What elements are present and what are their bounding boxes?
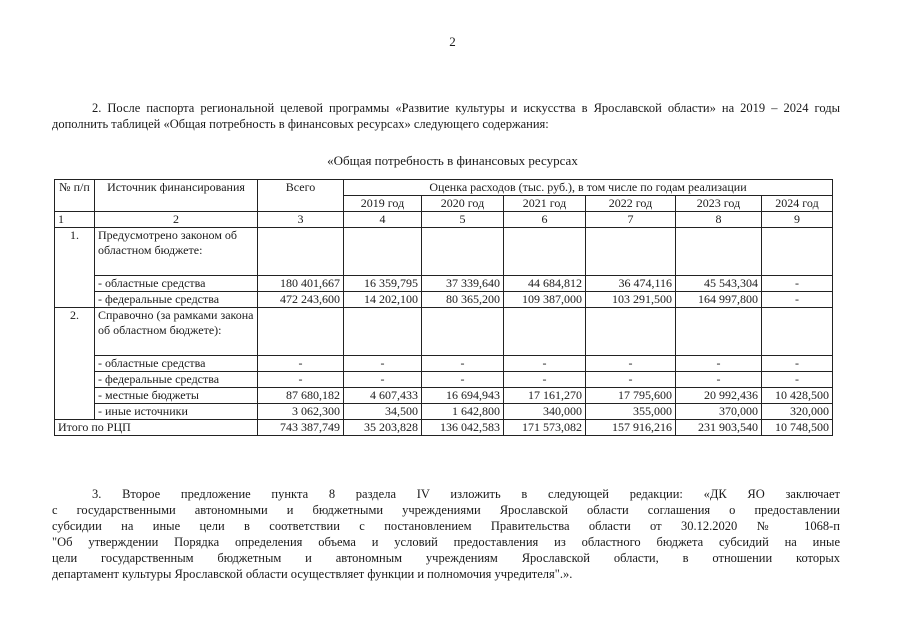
cell-value: - bbox=[676, 372, 762, 388]
header-group: Оценка расходов (тыс. руб.), в том числе по годам реализации bbox=[344, 180, 833, 196]
header-year: 2020 год bbox=[422, 196, 504, 212]
col-number: 4 bbox=[344, 212, 422, 228]
cell-value: 17 161,270 bbox=[504, 388, 586, 404]
table-row bbox=[55, 372, 833, 388]
cell-value: - bbox=[258, 372, 344, 388]
cell-value: 10 428,500 bbox=[762, 388, 833, 404]
cell-value: - bbox=[586, 356, 676, 372]
header-total: Всего bbox=[258, 180, 344, 212]
cell-value: - bbox=[504, 372, 586, 388]
header-source: Источник финансирования bbox=[95, 180, 258, 212]
cell-value: 80 365,200 bbox=[422, 292, 504, 308]
paragraph-line: "Об утверждении Порядка определения объема и условий предоставления из областного бюджета субсидий на иные bbox=[52, 535, 840, 549]
cell-value: 4 607,433 bbox=[344, 388, 422, 404]
page-number: 2 bbox=[449, 34, 456, 49]
section-2-title-row bbox=[55, 308, 833, 356]
paragraph-3 bbox=[52, 486, 840, 582]
table-caption: «Общая потребность в финансовых ресурсах bbox=[327, 153, 578, 168]
cell-value: 320,000 bbox=[762, 404, 833, 420]
header-year: 2024 год bbox=[762, 196, 833, 212]
cell-value: 3 062,300 bbox=[258, 404, 344, 420]
section-2-title: Справочно (за рамками закона об областном бюджете): bbox=[95, 308, 258, 356]
section-1-title: Предусмотрено законом об областном бюджете: bbox=[95, 228, 258, 276]
cell-value: 109 387,000 bbox=[504, 292, 586, 308]
table-row bbox=[55, 356, 833, 372]
cell-value: - bbox=[762, 372, 833, 388]
col-number: 2 bbox=[95, 212, 258, 228]
total-value: 171 573,082 bbox=[504, 420, 586, 436]
cell-value: 20 992,436 bbox=[676, 388, 762, 404]
section-2-number: 2. bbox=[55, 308, 95, 420]
cell-value: - bbox=[676, 356, 762, 372]
total-value: 136 042,583 bbox=[422, 420, 504, 436]
col-number: 7 bbox=[586, 212, 676, 228]
total-value: 231 903,540 bbox=[676, 420, 762, 436]
table-row bbox=[55, 404, 833, 420]
financial-needs-table bbox=[54, 179, 833, 436]
row-label: - федеральные средства bbox=[95, 372, 258, 388]
paragraph-line: с государственными автономными и бюджетными учреждениями Ярославской области соглашения о предоставлении bbox=[52, 503, 840, 517]
paragraph-line: департамент культуры Ярославской области осуществляет функции и полномочия учредителя".». bbox=[52, 567, 573, 581]
row-label: - иные источники bbox=[95, 404, 258, 420]
table-header-row bbox=[55, 180, 833, 196]
header-year: 2022 год bbox=[586, 196, 676, 212]
cell-value: - bbox=[344, 372, 422, 388]
header-num: № п/п bbox=[55, 180, 95, 212]
cell-value: 472 243,600 bbox=[258, 292, 344, 308]
col-number: 5 bbox=[422, 212, 504, 228]
col-number: 6 bbox=[504, 212, 586, 228]
column-numbers-row bbox=[55, 212, 833, 228]
cell-value: - bbox=[258, 356, 344, 372]
cell-value: 44 684,812 bbox=[504, 276, 586, 292]
col-number: 1 bbox=[55, 212, 95, 228]
cell-value: - bbox=[586, 372, 676, 388]
cell-value: 14 202,100 bbox=[344, 292, 422, 308]
cell-value: - bbox=[762, 276, 833, 292]
section-1-number: 1. bbox=[55, 228, 95, 308]
cell-value: 17 795,600 bbox=[586, 388, 676, 404]
cell-value: 370,000 bbox=[676, 404, 762, 420]
col-number: 8 bbox=[676, 212, 762, 228]
cell-value: 340,000 bbox=[504, 404, 586, 420]
table-row bbox=[55, 276, 833, 292]
total-label: Итого по РЦП bbox=[55, 420, 258, 436]
cell-value: 37 339,640 bbox=[422, 276, 504, 292]
row-label: - областные средства bbox=[95, 356, 258, 372]
table-row bbox=[55, 388, 833, 404]
cell-value: 355,000 bbox=[586, 404, 676, 420]
total-value: 10 748,500 bbox=[762, 420, 833, 436]
row-label: - федеральные средства bbox=[95, 292, 258, 308]
cell-value: 164 997,800 bbox=[676, 292, 762, 308]
total-value: 35 203,828 bbox=[344, 420, 422, 436]
cell-value: - bbox=[422, 372, 504, 388]
cell-value: - bbox=[344, 356, 422, 372]
col-number: 3 bbox=[258, 212, 344, 228]
total-value: 743 387,749 bbox=[258, 420, 344, 436]
col-number: 9 bbox=[762, 212, 833, 228]
paragraph-line: 3. Второе предложение пункта 8 раздела IV изложить в следующей редакции: «ДК ЯО заключает bbox=[92, 487, 840, 501]
cell-value: 36 474,116 bbox=[586, 276, 676, 292]
cell-value: - bbox=[762, 292, 833, 308]
section-1-title-row bbox=[55, 228, 833, 276]
cell-value: - bbox=[762, 356, 833, 372]
table-row bbox=[55, 292, 833, 308]
intro-paragraph: 2. После паспорта региональной целевой программы «Развитие культуры и искусства в Ярославской области» на 2019 – 2024 годы дополнить таблицей «Общая потребность в финансовых ресурсах» следующего содержания: bbox=[52, 101, 840, 131]
paragraph-line: субсидии на иные цели в соответствии с постановлением Правительства области от 30.12.2020 № 1068-п bbox=[52, 519, 840, 533]
cell-value: 87 680,182 bbox=[258, 388, 344, 404]
header-year: 2021 год bbox=[504, 196, 586, 212]
cell-value: 45 543,304 bbox=[676, 276, 762, 292]
cell-value: - bbox=[422, 356, 504, 372]
total-value: 157 916,216 bbox=[586, 420, 676, 436]
header-year: 2019 год bbox=[344, 196, 422, 212]
total-row bbox=[55, 420, 833, 436]
header-year: 2023 год bbox=[676, 196, 762, 212]
cell-value: 16 694,943 bbox=[422, 388, 504, 404]
cell-value: 16 359,795 bbox=[344, 276, 422, 292]
cell-value: 103 291,500 bbox=[586, 292, 676, 308]
row-label: - областные средства bbox=[95, 276, 258, 292]
row-label: - местные бюджеты bbox=[95, 388, 258, 404]
cell-value: - bbox=[504, 356, 586, 372]
paragraph-line: цели государственным бюджетным и автономным учреждениям Ярославской области, в отношении которых bbox=[52, 551, 840, 565]
cell-value: 1 642,800 bbox=[422, 404, 504, 420]
cell-value: 180 401,667 bbox=[258, 276, 344, 292]
cell-value: 34,500 bbox=[344, 404, 422, 420]
